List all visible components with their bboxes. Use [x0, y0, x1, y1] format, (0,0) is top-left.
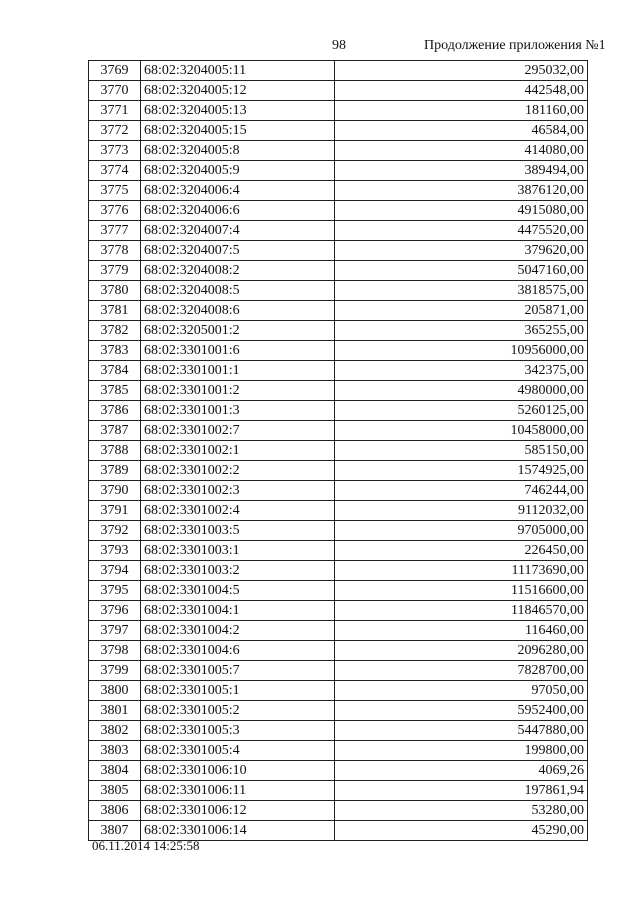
cadastral-number-cell: 68:02:3204005:11 — [141, 61, 335, 81]
cadastral-number-cell: 68:02:3204005:15 — [141, 121, 335, 141]
table-row — [89, 701, 588, 721]
cadastral-number-cell: 68:02:3301004:5 — [141, 581, 335, 601]
table-row — [89, 181, 588, 201]
row-number-cell: 3794 — [89, 561, 141, 581]
row-number-cell: 3776 — [89, 201, 141, 221]
cadastral-number-cell: 68:02:3301003:5 — [141, 521, 335, 541]
cadastral-number-cell: 68:02:3301002:7 — [141, 421, 335, 441]
print-timestamp: 06.11.2014 14:25:58 — [92, 838, 200, 853]
cadastral-value-cell: 4475520,00 — [335, 221, 588, 241]
cadastral-value-cell: 9705000,00 — [335, 521, 588, 541]
table-row — [89, 781, 588, 801]
cadastral-value-cell: 4069,26 — [335, 761, 588, 781]
cadastral-value-cell: 3876120,00 — [335, 181, 588, 201]
cadastral-number-cell: 68:02:3301005:1 — [141, 681, 335, 701]
row-number-cell: 3774 — [89, 161, 141, 181]
table-row — [89, 461, 588, 481]
table-row — [89, 801, 588, 821]
cadastral-value-cell: 5952400,00 — [335, 701, 588, 721]
cadastral-number-cell: 68:02:3204007:5 — [141, 241, 335, 261]
table-row — [89, 81, 588, 101]
row-number-cell: 3796 — [89, 601, 141, 621]
row-number-cell: 3802 — [89, 721, 141, 741]
cadastral-number-cell: 68:02:3204005:12 — [141, 81, 335, 101]
cadastral-number-cell: 68:02:3301005:7 — [141, 661, 335, 681]
table-row — [89, 101, 588, 121]
table-row — [89, 601, 588, 621]
cadastral-number-cell: 68:02:3301001:6 — [141, 341, 335, 361]
cadastral-value-cell: 10458000,00 — [335, 421, 588, 441]
cadastral-number-cell: 68:02:3301004:1 — [141, 601, 335, 621]
table-row — [89, 241, 588, 261]
row-number-cell: 3784 — [89, 361, 141, 381]
row-number-cell: 3800 — [89, 681, 141, 701]
cadastral-value-cell: 9112032,00 — [335, 501, 588, 521]
cadastral-number-cell: 68:02:3301002:3 — [141, 481, 335, 501]
row-number-cell: 3804 — [89, 761, 141, 781]
table-row — [89, 621, 588, 641]
cadastral-number-cell: 68:02:3204008:5 — [141, 281, 335, 301]
cadastral-number-cell: 68:02:3301002:4 — [141, 501, 335, 521]
cadastral-value-cell: 4980000,00 — [335, 381, 588, 401]
row-number-cell: 3805 — [89, 781, 141, 801]
cadastral-value-cell: 414080,00 — [335, 141, 588, 161]
cadastral-value-cell: 342375,00 — [335, 361, 588, 381]
cadastral-value-cell: 226450,00 — [335, 541, 588, 561]
cadastral-value-cell: 46584,00 — [335, 121, 588, 141]
row-number-cell: 3781 — [89, 301, 141, 321]
cadastral-value-cell: 181160,00 — [335, 101, 588, 121]
cadastral-value-cell: 11173690,00 — [335, 561, 588, 581]
cadastral-number-cell: 68:02:3301001:3 — [141, 401, 335, 421]
cadastral-value-cell: 4915080,00 — [335, 201, 588, 221]
row-number-cell: 3772 — [89, 121, 141, 141]
row-number-cell: 3775 — [89, 181, 141, 201]
table-row — [89, 301, 588, 321]
row-number-cell: 3806 — [89, 801, 141, 821]
table-row — [89, 321, 588, 341]
cadastral-value-cell: 45290,00 — [335, 821, 588, 841]
cadastral-value-cell: 205871,00 — [335, 301, 588, 321]
cadastral-value-cell: 116460,00 — [335, 621, 588, 641]
table-row — [89, 581, 588, 601]
cadastral-value-cell: 2096280,00 — [335, 641, 588, 661]
cadastral-value-cell: 389494,00 — [335, 161, 588, 181]
table-row — [89, 421, 588, 441]
table-row — [89, 521, 588, 541]
table-row — [89, 201, 588, 221]
cadastral-value-table — [88, 60, 588, 841]
page-number: 98 — [332, 38, 346, 53]
row-number-cell: 3803 — [89, 741, 141, 761]
cadastral-number-cell: 68:02:3301002:2 — [141, 461, 335, 481]
cadastral-number-cell: 68:02:3204008:2 — [141, 261, 335, 281]
cadastral-value-cell: 1574925,00 — [335, 461, 588, 481]
row-number-cell: 3791 — [89, 501, 141, 521]
table-row — [89, 561, 588, 581]
table-row — [89, 281, 588, 301]
row-number-cell: 3779 — [89, 261, 141, 281]
row-number-cell: 3798 — [89, 641, 141, 661]
table-row — [89, 681, 588, 701]
table-row — [89, 261, 588, 281]
table-row — [89, 221, 588, 241]
table-row — [89, 541, 588, 561]
cadastral-number-cell: 68:02:3301001:1 — [141, 361, 335, 381]
table-row — [89, 381, 588, 401]
cadastral-value-cell: 11516600,00 — [335, 581, 588, 601]
cadastral-number-cell: 68:02:3301001:2 — [141, 381, 335, 401]
row-number-cell: 3789 — [89, 461, 141, 481]
cadastral-value-cell: 5260125,00 — [335, 401, 588, 421]
row-number-cell: 3795 — [89, 581, 141, 601]
table-row — [89, 441, 588, 461]
table-row — [89, 121, 588, 141]
table-row — [89, 341, 588, 361]
cadastral-number-cell: 68:02:3301005:4 — [141, 741, 335, 761]
table-row — [89, 741, 588, 761]
row-number-cell: 3797 — [89, 621, 141, 641]
table-row — [89, 141, 588, 161]
cadastral-value-cell: 746244,00 — [335, 481, 588, 501]
table-row — [89, 401, 588, 421]
cadastral-value-cell: 585150,00 — [335, 441, 588, 461]
cadastral-number-cell: 68:02:3301003:1 — [141, 541, 335, 561]
row-number-cell: 3777 — [89, 221, 141, 241]
row-number-cell: 3785 — [89, 381, 141, 401]
row-number-cell: 3782 — [89, 321, 141, 341]
cadastral-value-cell: 10956000,00 — [335, 341, 588, 361]
cadastral-value-cell: 295032,00 — [335, 61, 588, 81]
table-row — [89, 661, 588, 681]
row-number-cell: 3787 — [89, 421, 141, 441]
cadastral-value-cell: 5447880,00 — [335, 721, 588, 741]
row-number-cell: 3793 — [89, 541, 141, 561]
cadastral-number-cell: 68:02:3301006:10 — [141, 761, 335, 781]
row-number-cell: 3770 — [89, 81, 141, 101]
row-number-cell: 3807 — [89, 821, 141, 841]
cadastral-number-cell: 68:02:3301006:14 — [141, 821, 335, 841]
cadastral-number-cell: 68:02:3301004:6 — [141, 641, 335, 661]
row-number-cell: 3780 — [89, 281, 141, 301]
cadastral-number-cell: 68:02:3204006:6 — [141, 201, 335, 221]
row-number-cell: 3778 — [89, 241, 141, 261]
cadastral-number-cell: 68:02:3204006:4 — [141, 181, 335, 201]
cadastral-value-cell: 199800,00 — [335, 741, 588, 761]
cadastral-value-cell: 442548,00 — [335, 81, 588, 101]
row-number-cell: 3773 — [89, 141, 141, 161]
appendix-continuation-title: Продолжение приложения №1 — [424, 38, 606, 53]
cadastral-value-cell: 5047160,00 — [335, 261, 588, 281]
cadastral-number-cell: 68:02:3301005:2 — [141, 701, 335, 721]
cadastral-value-cell: 7828700,00 — [335, 661, 588, 681]
cadastral-number-cell: 68:02:3301006:11 — [141, 781, 335, 801]
cadastral-value-cell: 197861,94 — [335, 781, 588, 801]
cadastral-number-cell: 68:02:3204007:4 — [141, 221, 335, 241]
row-number-cell: 3771 — [89, 101, 141, 121]
cadastral-value-cell: 97050,00 — [335, 681, 588, 701]
row-number-cell: 3790 — [89, 481, 141, 501]
table-row — [89, 641, 588, 661]
table-row — [89, 361, 588, 381]
cadastral-number-cell: 68:02:3301004:2 — [141, 621, 335, 641]
cadastral-value-cell: 11846570,00 — [335, 601, 588, 621]
table-row — [89, 761, 588, 781]
row-number-cell: 3769 — [89, 61, 141, 81]
cadastral-number-cell: 68:02:3301002:1 — [141, 441, 335, 461]
cadastral-number-cell: 68:02:3301006:12 — [141, 801, 335, 821]
row-number-cell: 3801 — [89, 701, 141, 721]
cadastral-number-cell: 68:02:3205001:2 — [141, 321, 335, 341]
row-number-cell: 3788 — [89, 441, 141, 461]
row-number-cell: 3792 — [89, 521, 141, 541]
cadastral-value-cell: 3818575,00 — [335, 281, 588, 301]
table-body — [89, 61, 588, 841]
table-row — [89, 61, 588, 81]
row-number-cell: 3786 — [89, 401, 141, 421]
table-row — [89, 481, 588, 501]
cadastral-value-cell: 53280,00 — [335, 801, 588, 821]
cadastral-number-cell: 68:02:3204008:6 — [141, 301, 335, 321]
cadastral-number-cell: 68:02:3301005:3 — [141, 721, 335, 741]
cadastral-number-cell: 68:02:3301003:2 — [141, 561, 335, 581]
row-number-cell: 3783 — [89, 341, 141, 361]
table-row — [89, 721, 588, 741]
row-number-cell: 3799 — [89, 661, 141, 681]
cadastral-number-cell: 68:02:3204005:9 — [141, 161, 335, 181]
cadastral-number-cell: 68:02:3204005:13 — [141, 101, 335, 121]
cadastral-number-cell: 68:02:3204005:8 — [141, 141, 335, 161]
table-row — [89, 501, 588, 521]
table-row — [89, 161, 588, 181]
cadastral-value-cell: 365255,00 — [335, 321, 588, 341]
cadastral-value-cell: 379620,00 — [335, 241, 588, 261]
